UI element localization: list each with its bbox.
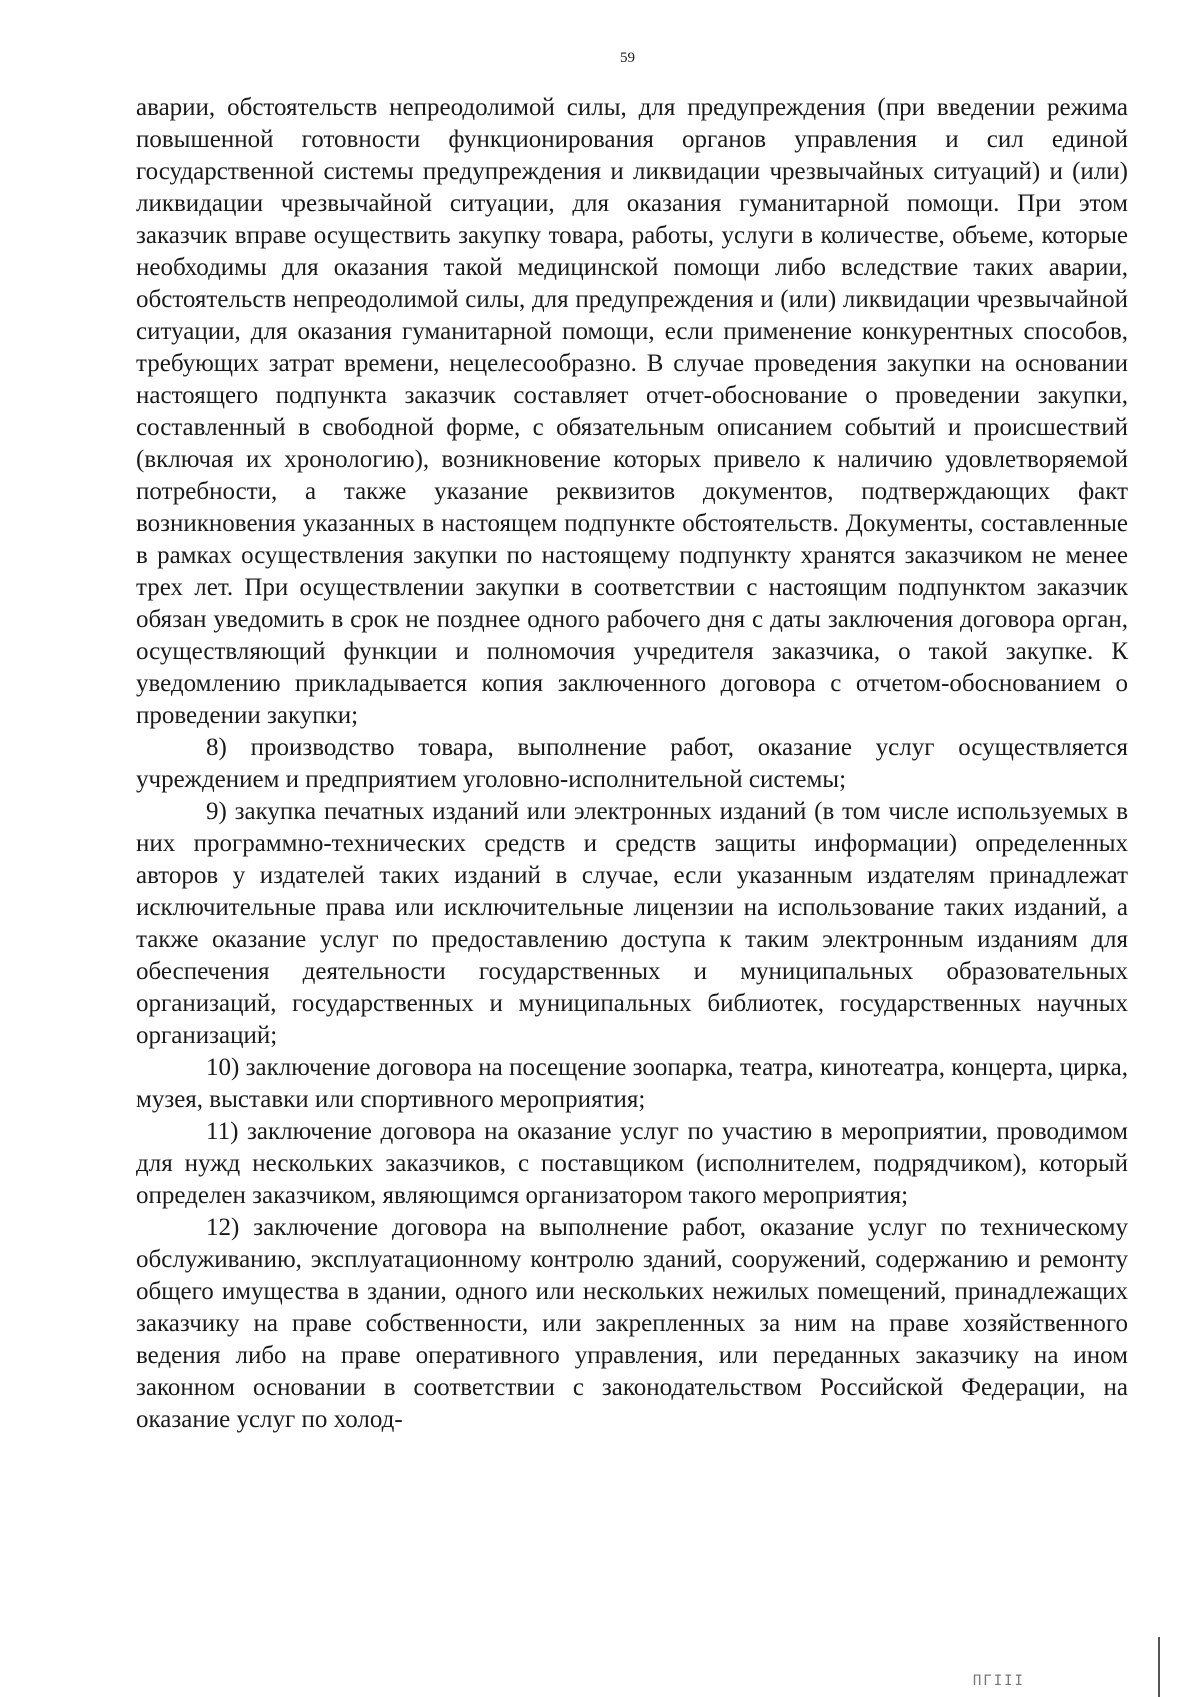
scan-mark: ПΓΙΙΙ xyxy=(972,1673,1025,1689)
paragraph-item-12: 12) заключение договора на выполнение работ, оказание услуг по техническому обслуживанию, эксплуатационному контролю зданий, сооружений, содержанию и ремонту общего имущества в здании, одного или нескольких нежилых помещений, принадлежащих заказчику на праве собственности, или закрепленных за ним на праве хозяйственного ведения либо на праве оперативного управления, или переданных заказчику на ином законном основании в соответствии с законодательством Российской Федерации, на оказание услуг по холод- xyxy=(136,1214,1128,1433)
paragraph-item-9: 9) закупка печатных изданий или электронных изданий (в том числе используемых в них программно-технических средств и средств защиты информации) определенных авторов у издателей таких изданий в случае, если указанным издателям принадлежат исключительные права или исключительные лицензии на использование таких изданий, а также оказание услуг по предоставлению доступа к таким электронным изданиям для обеспечения деятельности государственных и муниципальных образовательных организаций, государственных и муниципальных библиотек, государственных научных организаций; xyxy=(136,798,1128,1049)
paragraph-item-11: 11) заключение договора на оказание услуг по участию в мероприятии, проводимом для нужд нескольких заказчиков, с поставщиком (исполнителем, подрядчиком), который определен заказчиком, являющимся организатором такого мероприятия; xyxy=(136,1118,1128,1209)
paragraph-continuation: аварии, обстоятельств непреодолимой силы, для предупреждения (при введении режима повышенной готовности функционирования органов управления и сил единой государственной системы предупреждения и ликвидации чрезвычайных ситуаций) и (или) ликвидации чрезвычайной ситуации, для оказания гуманитарной помощи. При этом заказчик вправе осуществить закупку товара, работы, услуги в количестве, объеме, которые необходимы для оказания такой медицинской помощи либо вследствие таких аварии, обстоятельств непреодолимой силы, для предупреждения и (или) ликвидации чрезвычайной ситуации, для оказания гуманитарной помощи, если применение конкурентных способов, требующих затрат времени, нецелесообразно. В случае проведения закупки на основании настоящего подпункта заказчик составляет отчет-обоснование о проведении закупки, составленный в свободной форме, с обязательным описанием событий и происшествий (включая их хронологию), возникновение которых привело к наличию удовлетворяемой потребности, а также указание реквизитов документов, подтверждающих факт возникновения указанных в настоящем подпункте обстоятельств. Документы, составленные в рамках осуществления закупки по настоящему подпункту хранятся заказчиком не менее трех лет. При осуществлении закупки в соответствии с настоящим подпунктом заказчик обязан уведомить в срок не позднее одного рабочего дня с даты заключения договора орган, осуществляющий функции и полномочия учредителя заказчика, о такой закупке. К уведомлению прикладывается копия заключенного договора с отчетом-обоснованием о проведении закупки; xyxy=(136,94,1128,729)
document-body xyxy=(136,92,1128,1436)
scan-edge-line xyxy=(1158,1637,1160,1697)
paragraph-item-10: 10) заключение договора на посещение зоопарка, театра, кинотеатра, концерта, цирка, музея, выставки или спортивного мероприятия; xyxy=(136,1054,1128,1113)
paragraph-item-8: 8) производство товара, выполнение работ, оказание услуг осуществляется учреждением и предприятием уголовно-исполнительной системы; xyxy=(136,734,1128,793)
page-number: 59 xyxy=(620,50,635,66)
